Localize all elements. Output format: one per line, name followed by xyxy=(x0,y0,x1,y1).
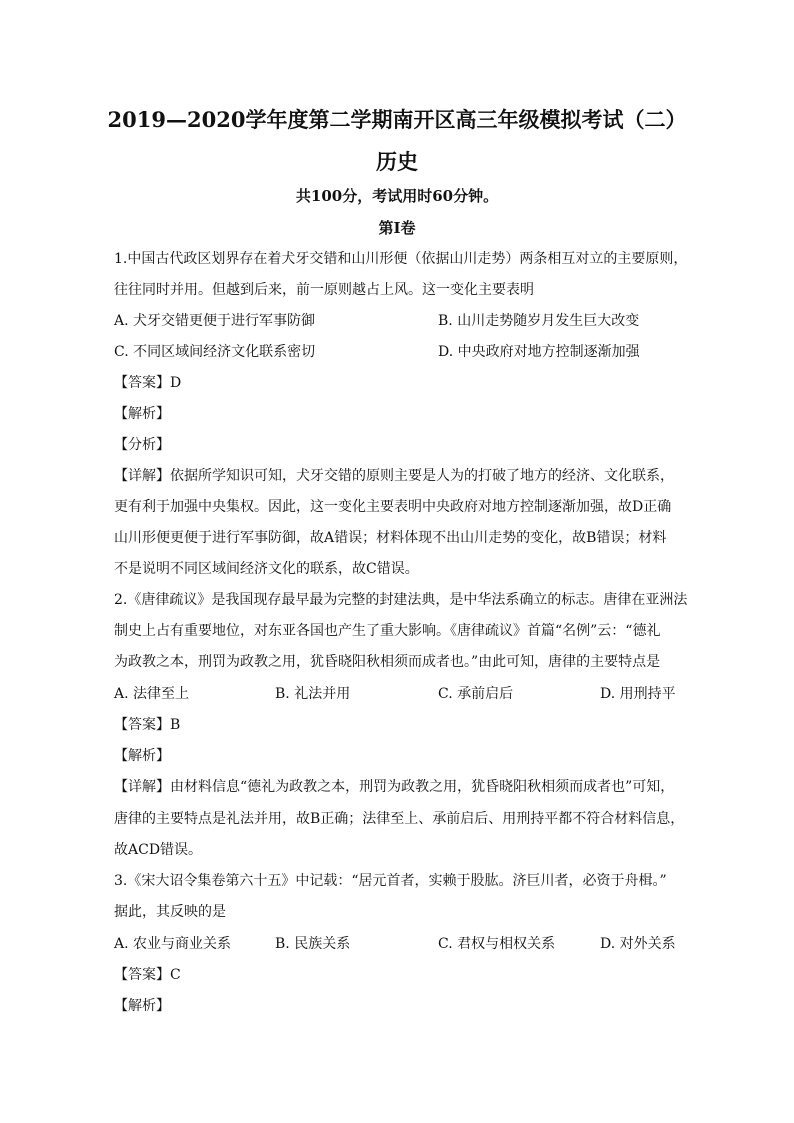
q2-detail-line-3: 故ACD错误。 xyxy=(114,842,203,858)
q2-jiexi-label: 【解析】 xyxy=(114,748,170,764)
q3-stem-line-2: 据此，其反映的是 xyxy=(114,904,226,920)
q1-option-a: A. 犬牙交错更便于进行军事防御 xyxy=(114,313,316,329)
q2-stem-line-1: 2.《唐律疏议》是我国现存最早最为完整的封建法典，是中华法系确立的标志。唐律在亚洲法 xyxy=(114,592,688,608)
exam-title: 2019—2020学年度第二学期南开区高三年级模拟考试（二） xyxy=(107,107,687,132)
q3-option-c: C. 君权与相权关系 xyxy=(438,936,556,952)
section-heading: 第Ⅰ卷 xyxy=(378,219,416,237)
q2-stem-line-3: 为政教之本，刑罚为政教之用，犹昏晓阳秋相须而成者也。”由此可知，唐律的主要特点是 xyxy=(114,654,661,670)
q1-option-b: B. 山川走势随岁月发生巨大改变 xyxy=(438,313,640,329)
q3-option-b: B. 民族关系 xyxy=(275,936,351,952)
q1-detail-line-3: 山川形便更便于进行军事防御，故A错误；材料体现不出山川走势的变化，故B错误；材料 xyxy=(114,530,667,546)
q1-jiexi-label: 【解析】 xyxy=(114,406,170,422)
q3-stem-line-1: 3.《宋大诏令集卷第六十五》中记载：“居元首者，实赖于股肱。济巨川者，必资于舟楫。” xyxy=(114,873,667,889)
exam-subject: 历史 xyxy=(376,149,418,174)
q1-detail-line-2: 更有利于加强中央集权。因此，这一变化主要表明中央政府对地方控制逐渐加强，故D正确 xyxy=(114,499,672,515)
q1-detail-line-4: 不是说明不同区域间经济文化的联系，故C错误。 xyxy=(114,561,419,577)
q2-detail-line-1: 【详解】由材料信息“德礼为政教之本，刑罚为政教之用，犹昏晓阳秋相须而成者也”可知， xyxy=(114,779,675,795)
q1-option-d: D. 中央政府对地方控制逐渐加强 xyxy=(438,344,640,360)
q3-answer: 【答案】C xyxy=(114,967,181,983)
q1-fenxi-label: 【分析】 xyxy=(114,437,170,453)
q1-option-c: C. 不同区域间经济文化联系密切 xyxy=(114,344,316,360)
q2-stem-line-2: 制史上占有重要地位，对东亚各国也产生了重大影响。《唐律疏议》首篇“名例”云：“德礼 xyxy=(114,623,661,639)
q1-answer: 【答案】D xyxy=(114,375,182,391)
q2-answer: 【答案】B xyxy=(114,717,181,733)
q3-jiexi-label: 【解析】 xyxy=(114,998,170,1014)
q1-stem-line-2: 往往同时并用。但越到后来，前一原则越占上风。这一变化主要表明 xyxy=(114,282,534,298)
q2-option-b: B. 礼法并用 xyxy=(275,686,351,702)
q2-detail-line-2: 唐律的主要特点是礼法并用，故B正确；法律至上、承前启后、用刑持平都不符合材料信息， xyxy=(114,811,685,827)
q2-option-c: C. 承前启后 xyxy=(438,686,514,702)
q3-option-d: D. 对外关系 xyxy=(600,936,676,952)
q3-option-a: A. 农业与商业关系 xyxy=(114,936,232,952)
q2-option-a: A. 法律至上 xyxy=(114,686,190,702)
q2-option-d: D. 用刑持平 xyxy=(600,686,676,702)
q1-stem-line-1: 1.中国古代政区划界存在着犬牙交错和山川形便（依据山川走势）两条相互对立的主要原则， xyxy=(114,251,688,267)
q1-detail-line-1: 【详解】依据所学知识可知，犬牙交错的原则主要是人为的打破了地方的经济、文化联系， xyxy=(114,468,674,484)
exam-info: 共100分，考试用时60分钟。 xyxy=(295,187,499,205)
